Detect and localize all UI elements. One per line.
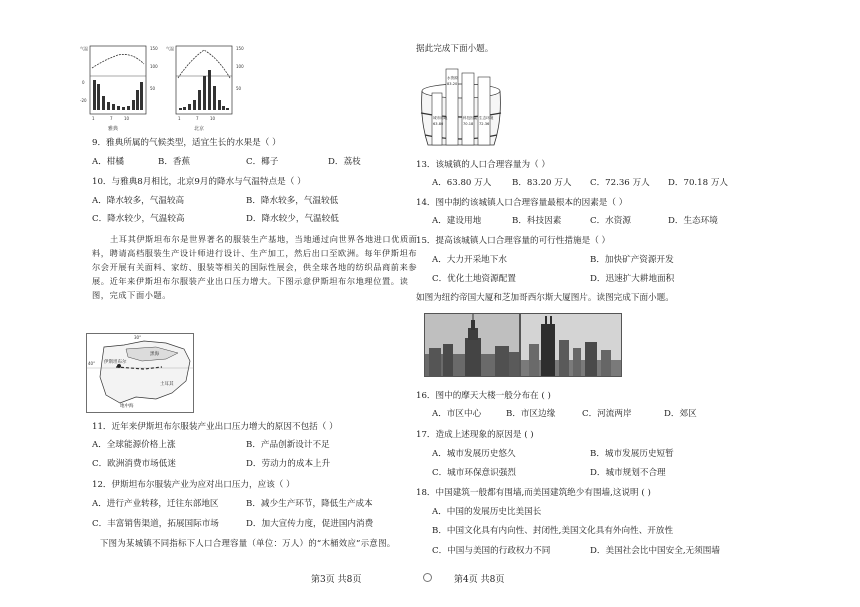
q18-option-d[interactable]: D．美国社会比中国安全,无须围墙 xyxy=(590,546,720,556)
q11-stem: 11．近年来伊斯坦布尔服装产业出口压力增大的原因不包括（ ） xyxy=(92,422,338,432)
svg-text:气温: 气温 xyxy=(166,46,174,51)
climate-charts xyxy=(78,40,258,132)
svg-text:1: 1 xyxy=(178,116,181,121)
q15-option-a[interactable]: A．大力开采地下水 xyxy=(432,255,507,265)
q11-option-c[interactable]: C．欧洲消费市场低迷 xyxy=(92,459,176,469)
beijing-climate-chart xyxy=(166,45,244,132)
q18-option-c[interactable]: C．中国与美国的行政权力不同 xyxy=(432,546,551,556)
q12-option-c[interactable]: C．丰富销售渠道，拓展国际市场 xyxy=(92,519,219,529)
page-number-left: 第3页 共8页 xyxy=(311,575,362,585)
intro-top: 据此完成下面小题。 xyxy=(416,44,494,54)
q11-option-d[interactable]: D．劳动力的成本上升 xyxy=(246,459,331,469)
svg-text:100: 100 xyxy=(236,64,244,69)
q16-option-d[interactable]: D．郊区 xyxy=(664,409,697,419)
athens-climate-chart xyxy=(80,45,158,132)
map-city-label: 伊斯坦布尔 xyxy=(104,360,127,365)
q10-option-c[interactable]: C．降水较少，气温较高 xyxy=(92,214,185,224)
svg-text:1: 1 xyxy=(92,116,95,121)
svg-text:50: 50 xyxy=(236,86,242,91)
svg-text:气温: 气温 xyxy=(80,46,88,51)
barrel-diagram xyxy=(414,63,510,153)
map-sea-label: 地中海 xyxy=(120,404,134,409)
q15-option-c[interactable]: C．优化土地资源配置 xyxy=(432,274,516,284)
q10-option-b[interactable]: B．降水较多，气温较低 xyxy=(246,196,339,206)
sears-tower-photo xyxy=(520,313,622,377)
map-country-label: 土耳其 xyxy=(160,382,174,387)
q11-option-a[interactable]: A．全球能源价格上涨 xyxy=(92,440,176,450)
q12-option-d[interactable]: D．加大宣传力度，促进国内消费 xyxy=(246,519,374,529)
page-divider-icon xyxy=(423,573,432,582)
q15-option-d[interactable]: D．迅速扩大耕地面积 xyxy=(590,274,675,284)
q10-stem: 10．与雅典8月相比，北京9月的降水与气温特点是（ ） xyxy=(92,177,306,187)
passage-istanbul: 土耳其伊斯坦布尔是世界著名的服装生产基地，当地通过向世界各地进口优质面料，聘请高档服装生产设计师进行设计、生产加工，然后出口至欧洲。每年伊斯坦布尔会开展有关面料、家纺、服装等相关的国际性展会，供全球各地的纺织品商前来参展。近年来伊斯坦布尔服装产业出口压力增大。下图示意伊斯坦布尔地理位置。读图，完成下面小题。 xyxy=(92,234,418,300)
svg-text:10: 10 xyxy=(210,116,216,121)
q16-option-a[interactable]: A．市区中心 xyxy=(432,409,482,419)
q9-stem: 9．雅典所属的气候类型，适宜生长的水果是（ ） xyxy=(92,138,281,148)
q12-stem: 12．伊斯坦布尔服装产业为应对出口压力，应该（ ） xyxy=(92,480,295,490)
q13-option-d[interactable]: D．70.18 万人 xyxy=(668,178,729,188)
barrel-label-2: 水资源 xyxy=(447,76,458,80)
q15-option-b[interactable]: B．加快矿产资源开发 xyxy=(590,255,674,265)
q16-option-b[interactable]: B．市区边缘 xyxy=(506,409,556,419)
svg-text:-20: -20 xyxy=(80,98,87,103)
barrel-value-3: 70.18 xyxy=(463,122,474,126)
q18-stem: 18．中国建筑一般都有围墙,而美国建筑绝少有围墙,这说明 ( ) xyxy=(416,488,651,498)
barrel-intro: 下图为某城镇不同指标下人口合理容量（单位：万人）的“木桶效应”示意图。 xyxy=(100,538,396,548)
q13-option-b[interactable]: B．83.20 万人 xyxy=(512,178,572,188)
barrel-value-4: 72.36 xyxy=(479,122,490,126)
q14-option-d[interactable]: D．生态环境 xyxy=(668,216,718,226)
q9-option-d[interactable]: D．荔枝 xyxy=(328,157,361,167)
page-number-right: 第4页 共8页 xyxy=(454,575,505,585)
empire-state-photo xyxy=(424,313,520,377)
q14-stem: 14．图中制约该城镇人口合理容量最根本的因素是（ ） xyxy=(416,198,628,208)
q16-stem: 16．图中的摩天大楼一般分布在 ( ) xyxy=(416,391,551,401)
q12-option-b[interactable]: B．减少生产环节，降低生产成本 xyxy=(246,499,373,509)
barrel-value-2: 83.20 xyxy=(447,82,458,86)
istanbul-map xyxy=(86,333,194,413)
q17-option-c[interactable]: C．城市环保意识强烈 xyxy=(432,468,516,478)
map-blacksea-label: 黑海 xyxy=(150,352,159,357)
q17-option-d[interactable]: D．城市规划不合理 xyxy=(590,468,666,478)
athens-caption: 雅典 xyxy=(108,126,119,132)
q17-option-a[interactable]: A．城市发展历史悠久 xyxy=(432,449,516,459)
svg-text:7: 7 xyxy=(196,116,199,121)
q9-option-b[interactable]: B．香蕉 xyxy=(158,157,191,167)
q13-option-a[interactable]: A．63.80 万人 xyxy=(432,178,492,188)
barrel-label-1: 城市用地 xyxy=(433,116,448,120)
q13-stem: 13．该城镇的人口合理容量为（ ） xyxy=(416,160,550,170)
barrel-value-1: 63.80 xyxy=(433,122,444,126)
svg-text:150: 150 xyxy=(236,46,244,51)
barrel-label-3: 科技因素 xyxy=(463,116,478,120)
barrel-label-4: 生态环境 xyxy=(479,116,494,120)
q15-stem: 15．提高该城镇人口合理容量的可行性措施是（ ） xyxy=(416,236,611,246)
q10-option-d[interactable]: D．降水较少，气温较低 xyxy=(246,214,339,224)
q16-option-c[interactable]: C．河流两岸 xyxy=(582,409,632,419)
map-lat-label: 40° xyxy=(88,361,96,366)
q14-option-a[interactable]: A．建设用地 xyxy=(432,216,482,226)
svg-text:0: 0 xyxy=(82,80,85,85)
q14-option-c[interactable]: C．水资源 xyxy=(590,216,631,226)
photos-intro: 如图为纽约帝国大厦和芝加哥西尔斯大厦图片。读图完成下面小题。 xyxy=(416,293,674,303)
q18-option-b[interactable]: B．中国文化具有内向性、封闭性,美国文化具有外向性、开放性 xyxy=(432,526,674,536)
q17-stem: 17．造成上述现象的原因是 ( ) xyxy=(416,430,534,440)
q12-option-a[interactable]: A．进行产业转移，迁往东部地区 xyxy=(92,499,219,509)
map-lon-label: 30° xyxy=(134,335,142,340)
svg-text:7: 7 xyxy=(110,116,113,121)
q9-option-a[interactable]: A．柑橘 xyxy=(92,157,124,167)
q17-option-b[interactable]: B．城市发展历史短暂 xyxy=(590,449,674,459)
q10-option-a[interactable]: A．降水较多，气温较高 xyxy=(92,196,185,206)
svg-text:100: 100 xyxy=(150,64,158,69)
svg-text:10: 10 xyxy=(124,116,130,121)
q18-option-a[interactable]: A．中国的发展历史比美国长 xyxy=(432,507,542,517)
beijing-caption: 北京 xyxy=(194,126,205,132)
svg-text:50: 50 xyxy=(150,86,156,91)
q9-option-c[interactable]: C．椰子 xyxy=(246,157,279,167)
q13-option-c[interactable]: C．72.36 万人 xyxy=(590,178,650,188)
q11-option-b[interactable]: B．产品创新设计不足 xyxy=(246,440,330,450)
q14-option-b[interactable]: B．科技因素 xyxy=(512,216,562,226)
svg-text:150: 150 xyxy=(150,46,158,51)
